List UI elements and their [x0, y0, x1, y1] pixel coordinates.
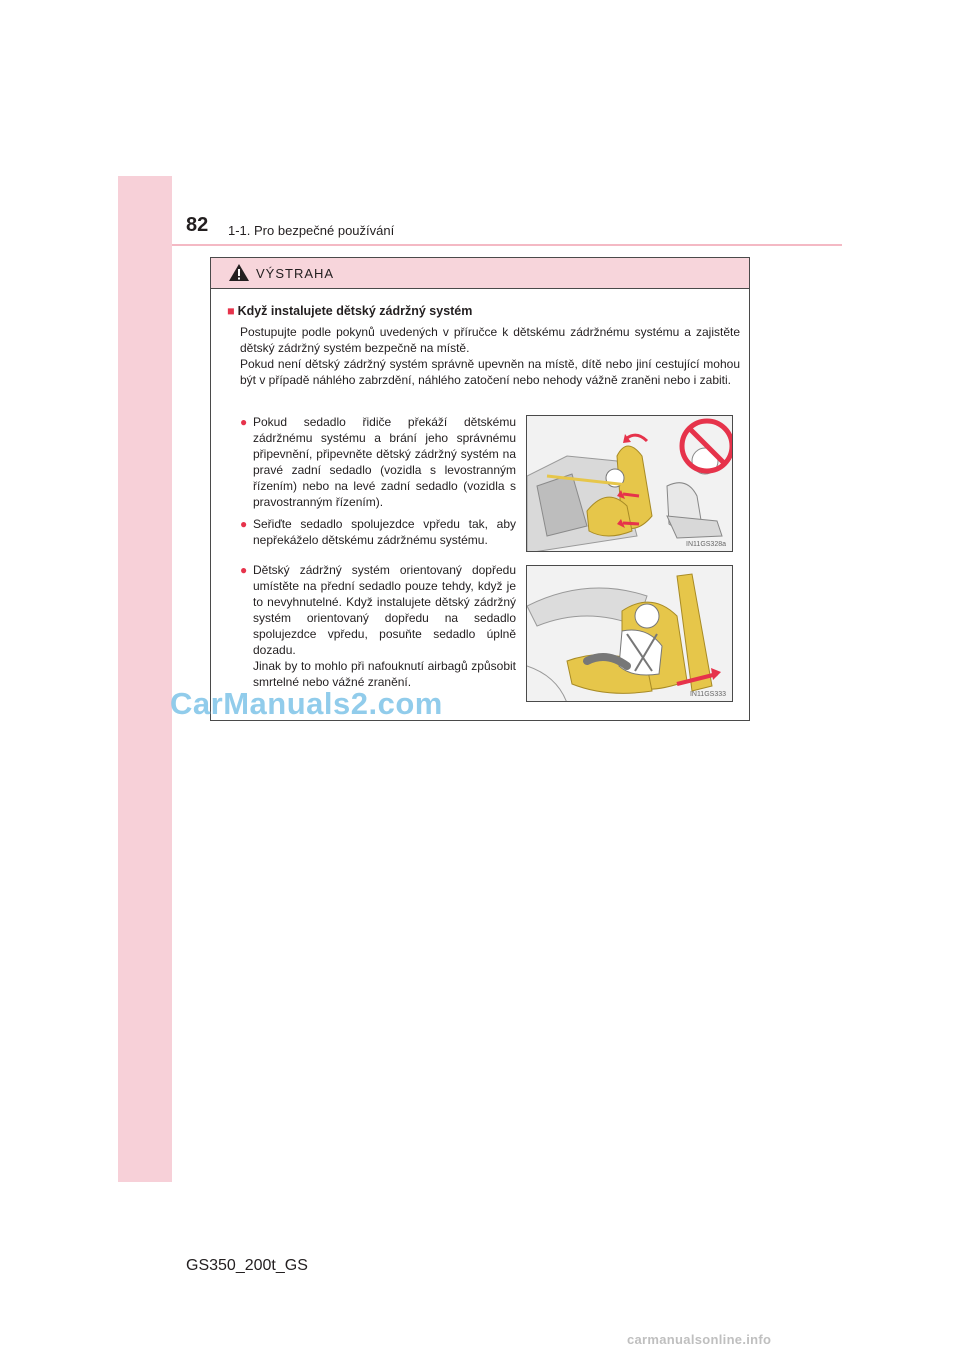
- footer-site-link[interactable]: carmanualsonline.info: [627, 1332, 772, 1347]
- child-seat-rear-illustration: [527, 416, 733, 552]
- child-seat-front-illustration: [527, 566, 733, 702]
- page-number: 82: [186, 214, 209, 236]
- circle-bullet-icon: ●: [240, 415, 248, 429]
- warning-header: [211, 258, 749, 289]
- warning-triangle-icon: [228, 263, 250, 287]
- chapter-side-band: [118, 176, 172, 1182]
- warning-subheading: ■ Když instalujete dětský zádržný systém: [227, 304, 473, 318]
- illustration-front-seat: [526, 565, 733, 702]
- section-title: 1-1. Pro bezpečné používání: [228, 223, 395, 238]
- watermark-logo: CarManuals2.com: [170, 686, 443, 721]
- warning-paragraph-1: Postupujte podle pokynů uvedených v příručce k dětskému zádržnému systému a zajistěte dětský zádržný systém bezpečně na místě.: [240, 325, 740, 355]
- warning-box: [210, 257, 750, 721]
- figure-code: IN11GS333: [689, 691, 726, 698]
- figure-code: IN11GS328a: [686, 541, 726, 548]
- header-divider: [172, 244, 842, 246]
- square-bullet-icon: ■: [227, 304, 235, 318]
- bullet-item-2: ● Seřiďte sedadlo spolujezdce vpředu tak, aby nepřekáželo dětskému zádržnému systému.: [240, 517, 516, 547]
- circle-bullet-icon: ●: [240, 517, 248, 531]
- bullet-item-1: ● Pokud sedadlo řidiče překáží dětskému zádržnému systému a brání jeho správnému připevnění, připevněte dětský zádržný systém na pravé zadní sedadlo (vozidla s levostranným řízením) nebo na levé zadní sedadlo (vozidla s pravostranným řízením).: [240, 415, 516, 509]
- bullet-item-3: ● Dětský zádržný systém orientovaný dopředu umístěte na přední sedadlo pouze tehdy, když je to nevyhnutelné. Když instalujete dětský zádržný systém orientovaný dopředu na sedadlo spolujezdce vpředu, posuňte sedadlo úplně dozadu. Jinak by to mohlo při nafouknutí airbagů způsobit smrtelné nebo vážné zranění.: [240, 563, 516, 689]
- warning-paragraph-2: Pokud není dětský zádržný systém správně upevněn na místě, dítě nebo jiní cestující mohou být v případě náhlého zabrzdění, náhlého zatočení nebo nehody vážně zraněni nebo i zabiti.: [240, 357, 740, 387]
- bullet-item-3-continuation: Jinak by to mohlo při nafouknutí airbagů způsobit smrtelné nebo vážné zranění.: [253, 659, 516, 689]
- circle-bullet-icon: ●: [240, 563, 248, 577]
- footer-model-code: GS350_200t_GS: [186, 1257, 308, 1274]
- illustration-seat-interference: [526, 415, 733, 552]
- warning-title: VÝSTRAHA: [256, 266, 335, 281]
